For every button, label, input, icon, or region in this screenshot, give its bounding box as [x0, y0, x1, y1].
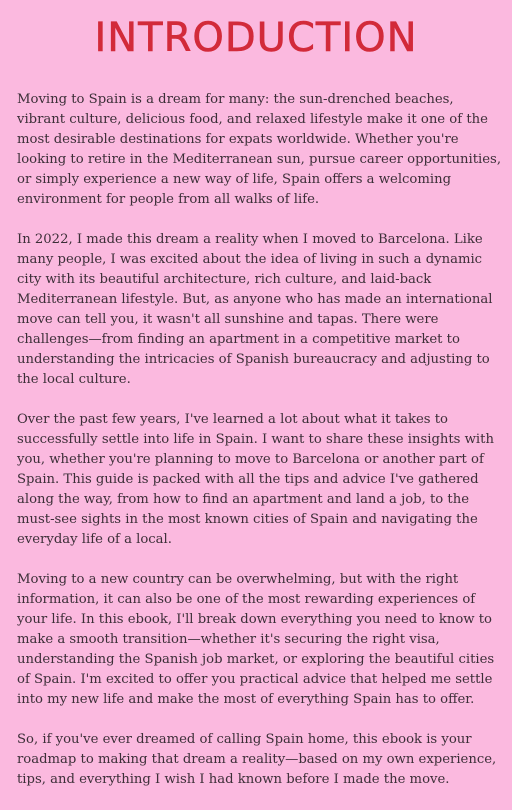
paragraph-3: Over the past few years, I've learned a lot about what it takes to successfully settle into life in Spain. I want to share these insights with you, whether you're planning to move to Barcelona or another part of Spain. This guide is packed with all the tips and advice I've gathered along the way, from how to find an apartment and land a job, to the must-see sights in the most known cities of Spain and navigating the everyday life of a local. — [17, 412, 494, 547]
body-text — [17, 90, 501, 810]
paragraph-1: Moving to Spain is a dream for many: the sun-drenched beaches, vibrant culture, delicious food, and relaxed lifestyle make it one of the most desirable destinations for expats worldwide. Whether you're looking to retire in the Mediterranean sun, pursue career opportunities, or simply experience a new way of life, Spain offers a welcoming environment for people from all walks of life. — [17, 92, 502, 207]
paragraph-5: So, if you've ever dreamed of calling Spain home, this ebook is your roadmap to making that dream a reality—based on my own experience, tips, and everything I wish I had known before I made the move. — [17, 732, 497, 787]
page-title: INTRODUCTION — [94, 15, 418, 61]
paragraph-2: In 2022, I made this dream a reality when I moved to Barcelona. Like many people, I was excited about the idea of living in such a dynamic city with its beautiful architecture, rich culture, and laid-back Mediterranean lifestyle. But, as anyone who has made an international move can tell you, it wasn't all sunshine and tapas. There were challenges—from finding an apartment in a competitive market to understanding the intricacies of Spanish bureaucracy and adjusting to the local culture. — [17, 232, 493, 387]
paragraph-4: Moving to a new country can be overwhelming, but with the right information, it can also be one of the most rewarding experiences of your life. In this ebook, I'll break down everything you need to know to make a smooth transition—whether it's securing the right visa, understanding the Spanish job market, or exploring the beautiful cities of Spain. I'm excited to offer you practical advice that helped me settle into my new life and make the most of everything Spain has to offer. — [17, 572, 495, 707]
